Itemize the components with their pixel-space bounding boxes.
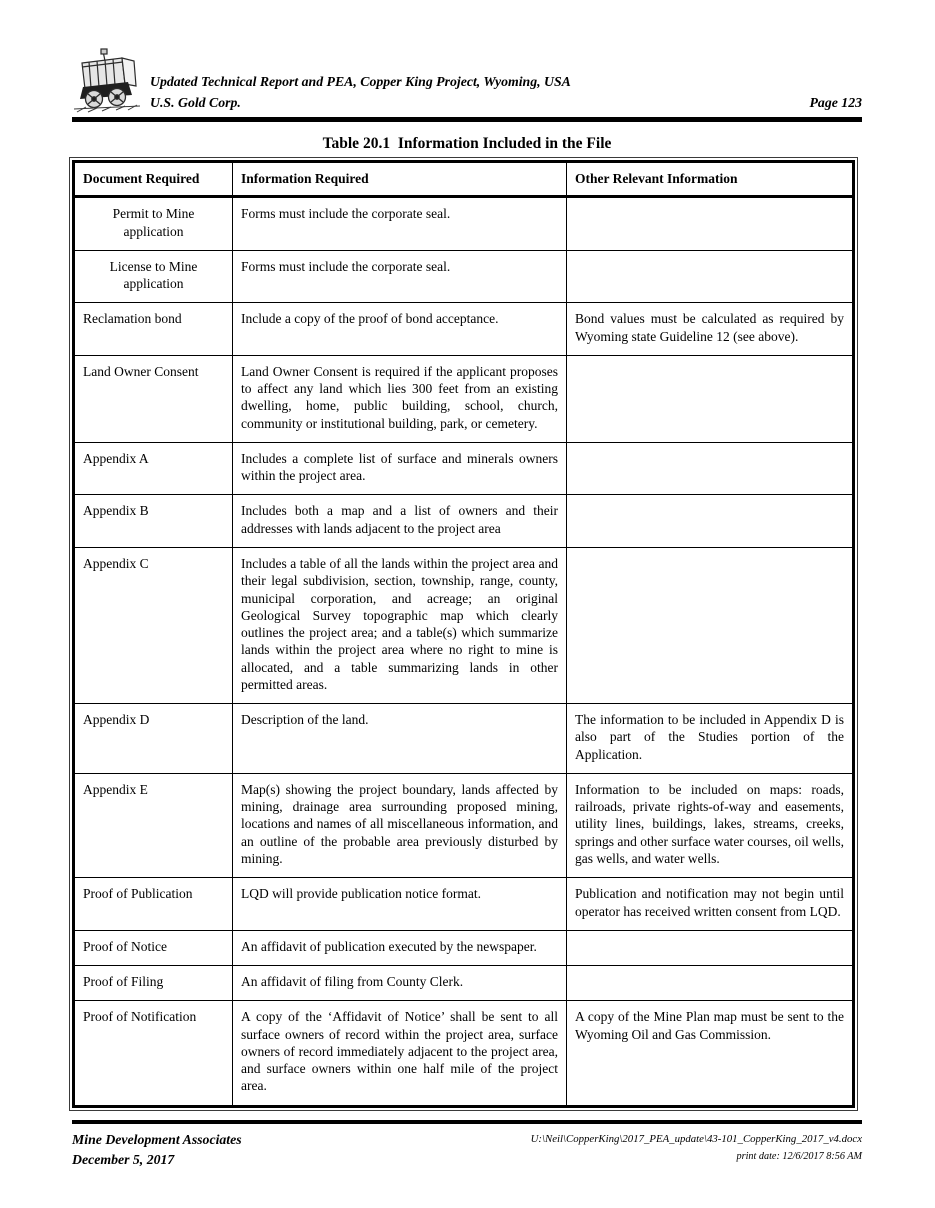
doc-required-cell: Appendix A <box>74 442 233 495</box>
table-row <box>74 704 854 774</box>
info-required-cell: Include a copy of the proof of bond acceptance. <box>233 303 567 356</box>
doc-required-cell: Reclamation bond <box>74 303 233 356</box>
other-info-cell: Bond values must be calculated as required by Wyoming state Guideline 12 (see above). <box>567 303 854 356</box>
doc-required-cell: Proof of Filing <box>74 966 233 1001</box>
info-required-cell: Description of the land. <box>233 704 567 774</box>
info-required-cell: LQD will provide publication notice format. <box>233 878 567 931</box>
info-required-cell: Forms must include the corporate seal. <box>233 197 567 251</box>
table-row <box>74 197 854 251</box>
other-info-cell <box>567 355 854 442</box>
info-required-cell: Includes both a map and a list of owners and their addresses with lands adjacent to the project area <box>233 495 567 548</box>
report-title-line2: U.S. Gold Corp. <box>150 95 241 110</box>
table-row <box>74 966 854 1001</box>
info-required-cell: Land Owner Consent is required if the applicant proposes to affect any land which lies 300 feet from an existing dwelling, home, public building, school, church, community or institutional building, park, or cemetery. <box>233 355 567 442</box>
other-info-cell: The information to be included in Appendix D is also part of the Studies portion of the Application. <box>567 704 854 774</box>
doc-required-cell: Appendix E <box>74 773 233 877</box>
info-required-cell: Forms must include the corporate seal. <box>233 250 567 303</box>
other-info-cell: A copy of the Mine Plan map must be sent to the Wyoming Oil and Gas Commission. <box>567 1001 854 1106</box>
table-row <box>74 442 854 495</box>
doc-required-cell: Appendix B <box>74 495 233 548</box>
doc-required-cell: License to Mine application <box>74 250 233 303</box>
mine-cart-icon <box>72 48 144 114</box>
page-number: Page 123 <box>809 95 862 110</box>
info-required-cell: A copy of the ‘Affidavit of Notice’ shall be sent to all surface owners of record within the project area, surface owners of record immediately adjacent to the project area, and surface owners within one half mile of the project area. <box>233 1001 567 1106</box>
doc-required-cell: Land Owner Consent <box>74 355 233 442</box>
column-header-information-required: Information Required <box>233 162 567 197</box>
mine-cart-logo <box>72 48 150 119</box>
other-info-cell <box>567 966 854 1001</box>
footer-author-block <box>72 1130 242 1170</box>
table-row <box>74 303 854 356</box>
table-row <box>74 878 854 931</box>
other-info-cell <box>567 197 854 251</box>
information-table <box>72 160 855 1108</box>
table-caption: Table 20.1 Information Included in the File <box>322 135 612 152</box>
info-required-cell: Includes a table of all the lands within the project area and their legal subdivision, section, township, range, county, municipal corporation, and acreage; an original Geological Survey topographic map which clearly outlines the project area; and a table(s) which summarize lands within the project area where no right to mine is allocated, and a table summarizing lands in other permitted areas. <box>233 547 567 703</box>
doc-required-cell: Proof of Notice <box>74 930 233 965</box>
footer-print-date: print date: 12/6/2017 8:56 AM <box>736 1150 862 1162</box>
info-required-cell: An affidavit of filing from County Clerk. <box>233 966 567 1001</box>
header-rule <box>72 117 862 122</box>
table-row <box>74 250 854 303</box>
other-info-cell <box>567 442 854 495</box>
footer-date: December 5, 2017 <box>72 1151 175 1167</box>
footer-rule <box>72 1120 862 1124</box>
doc-required-cell: Appendix D <box>74 704 233 774</box>
info-required-cell: Includes a complete list of surface and minerals owners within the project area. <box>233 442 567 495</box>
footer-file-block <box>531 1130 862 1170</box>
doc-required-cell: Proof of Notification <box>74 1001 233 1106</box>
table-row <box>74 1001 854 1106</box>
info-required-cell: Map(s) showing the project boundary, lands affected by mining, drainage area surrounding proposed mining, locations and names of all miscellaneous information, and an outline of the probable area previously disturbed by mining. <box>233 773 567 877</box>
doc-required-cell: Permit to Mine application <box>74 197 233 251</box>
footer-file-path: U:\Neil\CopperKing\2017_PEA_update\43-101_CopperKing_2017_v4.docx <box>530 1132 862 1145</box>
other-info-cell <box>567 547 854 703</box>
doc-required-cell: Appendix C <box>74 547 233 703</box>
other-info-cell <box>567 930 854 965</box>
table-header-row <box>74 162 854 197</box>
table-row <box>74 355 854 442</box>
table-body <box>74 197 854 1106</box>
column-header-other-relevant-information: Other Relevant Information <box>567 162 854 197</box>
report-title-block <box>150 71 810 115</box>
info-required-cell: An affidavit of publication executed by the newspaper. <box>233 930 567 965</box>
other-info-cell <box>567 250 854 303</box>
table-row <box>74 773 854 877</box>
other-info-cell: Information to be included on maps: roads, railroads, private rights-of-way and easements, utility lines, buildings, lakes, streams, creeks, springs and other surface water courses, oil wells, gas wells, and water wells. <box>567 773 854 877</box>
footer-company: Mine Development Associates <box>72 1131 242 1147</box>
page-header <box>72 48 862 115</box>
table-row <box>74 930 854 965</box>
column-header-document-required: Document Required <box>74 162 233 197</box>
page-footer <box>72 1130 862 1170</box>
report-title-line1: Updated Technical Report and PEA, Copper King Project, Wyoming, USA <box>150 74 571 89</box>
table-row <box>74 495 854 548</box>
table-row <box>74 547 854 703</box>
other-info-cell <box>567 495 854 548</box>
other-info-cell: Publication and notification may not begin until operator has received written consent from LQD. <box>567 878 854 931</box>
doc-required-cell: Proof of Publication <box>74 878 233 931</box>
